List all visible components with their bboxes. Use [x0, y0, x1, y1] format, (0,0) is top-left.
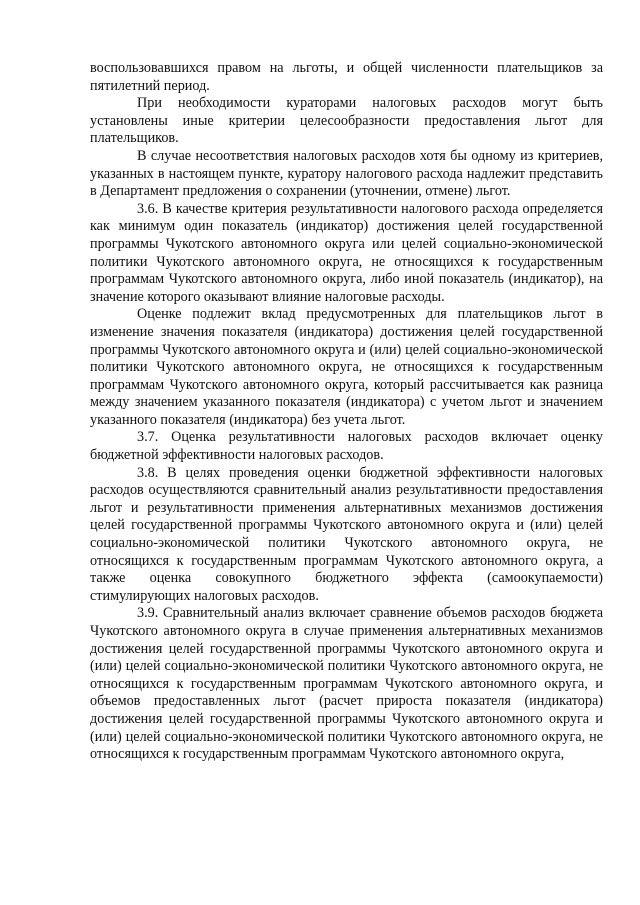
paragraph-3-8: 3.8. В целях проведения оценки бюджетной эффективности налоговых расходов осуществляются сравнительный анализ результативности предоставления льгот и результативности применения альтернативных механизмов достижения целей государственной программы Чукотского автономного округа и (или) целей социально-экономической политики Чукотского автономного округа, не относящихся к государственным программам Чукотского автономного округа, а также оценка совокупного бюджетного эффекта (самоокупаемости) стимулирующих налоговых расходов.	[90, 464, 603, 604]
paragraph-3-6: 3.6. В качестве критерия результативности налогового расхода определяется как минимум один показатель (индикатор) достижения целей государственной программы Чукотского автономного округа или целей социально-экономической политики Чукотского автономного округа, не относящихся к государственным программам Чукотского автономного округа, либо иной показатель (индикатор), на значение которого оказывают влияние налоговые расходы.	[90, 200, 603, 305]
paragraph: В случае несоответствия налоговых расходов хотя бы одному из критериев, указанных в настоящем пункте, куратору налогового расхода надлежит представить в Департамент предложения о сохранении (уточнении, отмене) льгот.	[90, 147, 603, 200]
paragraph: При необходимости кураторами налоговых расходов могут быть установлены иные критерии целесообразности предоставления льгот для плательщиков.	[90, 95, 603, 147]
paragraph: Оценке подлежит вклад предусмотренных для плательщиков льгот в изменение значения показателя (индикатора) достижения целей государственной программы Чукотского автономного округа и (или) целей социально-экономической политики Чукотского автономного округа, не относящихся к государственным программам Чукотского автономного округа, который рассчитывается как разница между значением указанного показателя (индикатора) с учетом льгот и значением указанного показателя (индикатора) без учета льгот.	[90, 306, 603, 428]
document-page	[90, 60, 603, 764]
paragraph-3-9: 3.9. Сравнительный анализ включает сравнение объемов расходов бюджета Чукотского автономного округа в случае применения альтернативных механизмов достижения целей государственной программы Чукотского автономного округа и (или) целей социально-экономической политики Чукотского автономного округа, не относящихся к государственным программам Чукотского автономного округа, и объемов предоставленных льгот (расчет прироста показателя (индикатора) достижения целей государственной программы Чукотского автономного округа и (или) целей социально-экономической политики Чукотского автономного округа, не относящихся к государственным программам Чукотского автономного округа,	[90, 605, 603, 763]
paragraph: воспользовавшихся правом на льготы, и общей численности плательщиков за пятилетний период.	[90, 60, 603, 94]
paragraph-3-7: 3.7. Оценка результативности налоговых расходов включает оценку бюджетной эффективности налоговых расходов.	[90, 429, 603, 464]
